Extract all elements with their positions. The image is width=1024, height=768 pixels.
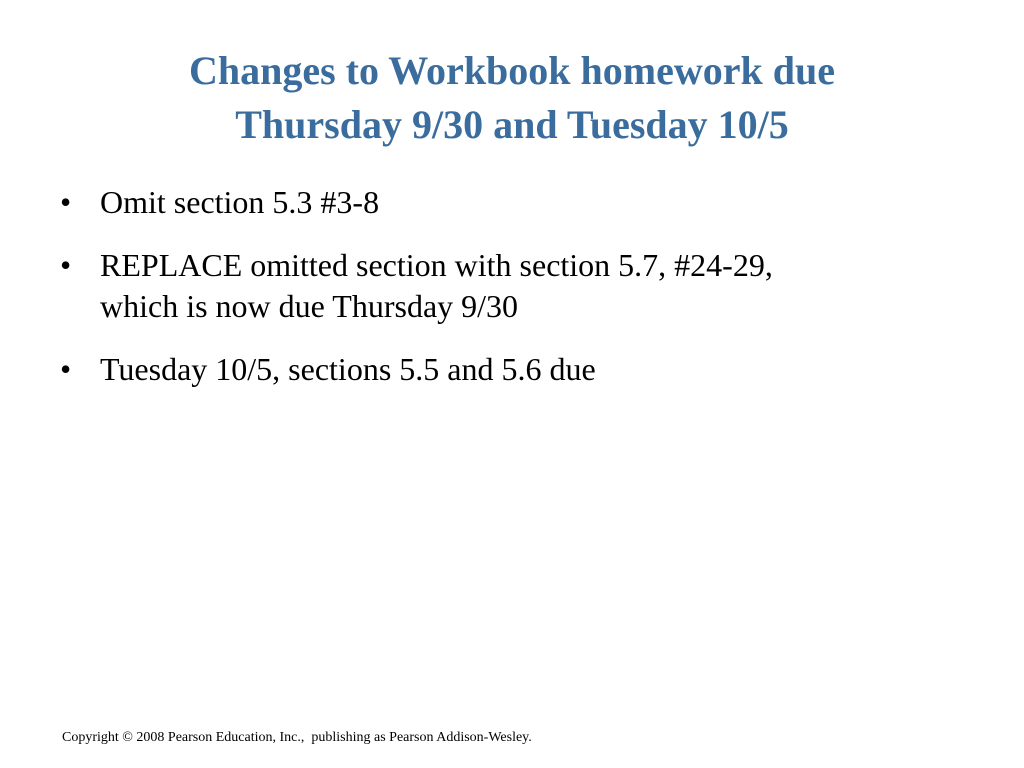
bullet-text-line: Tuesday 10/5, sections 5.5 and 5.6 due (100, 351, 596, 387)
slide-title-line-2: Thursday 9/30 and Tuesday 10/5 (235, 102, 789, 147)
bullet-text-line: which is now due Thursday 9/30 (100, 288, 519, 324)
slide-title (60, 44, 964, 152)
bullet-item-replace (60, 245, 980, 327)
bullet-dot-icon: • (60, 247, 72, 283)
bullet-text (100, 182, 980, 223)
bullet-dot-icon: • (60, 351, 72, 387)
bullet-item-omit (60, 182, 980, 223)
bullet-dot-icon: • (60, 184, 72, 220)
bullet-list (60, 182, 980, 412)
slide-title-line-1: Changes to Workbook homework due (188, 48, 836, 93)
bullet-text-line: Omit section 5.3 #3-8 (100, 184, 380, 220)
bullet-text-line: REPLACE omitted section with section 5.7, #24-29, (100, 247, 773, 283)
bullet-item-tuesday (60, 349, 980, 390)
copyright-footer: Copyright © 2008 Pearson Education, Inc., publishing as Pearson Addison-Wesley. (62, 730, 532, 745)
bullet-text (100, 245, 980, 327)
bullet-text (100, 349, 980, 390)
